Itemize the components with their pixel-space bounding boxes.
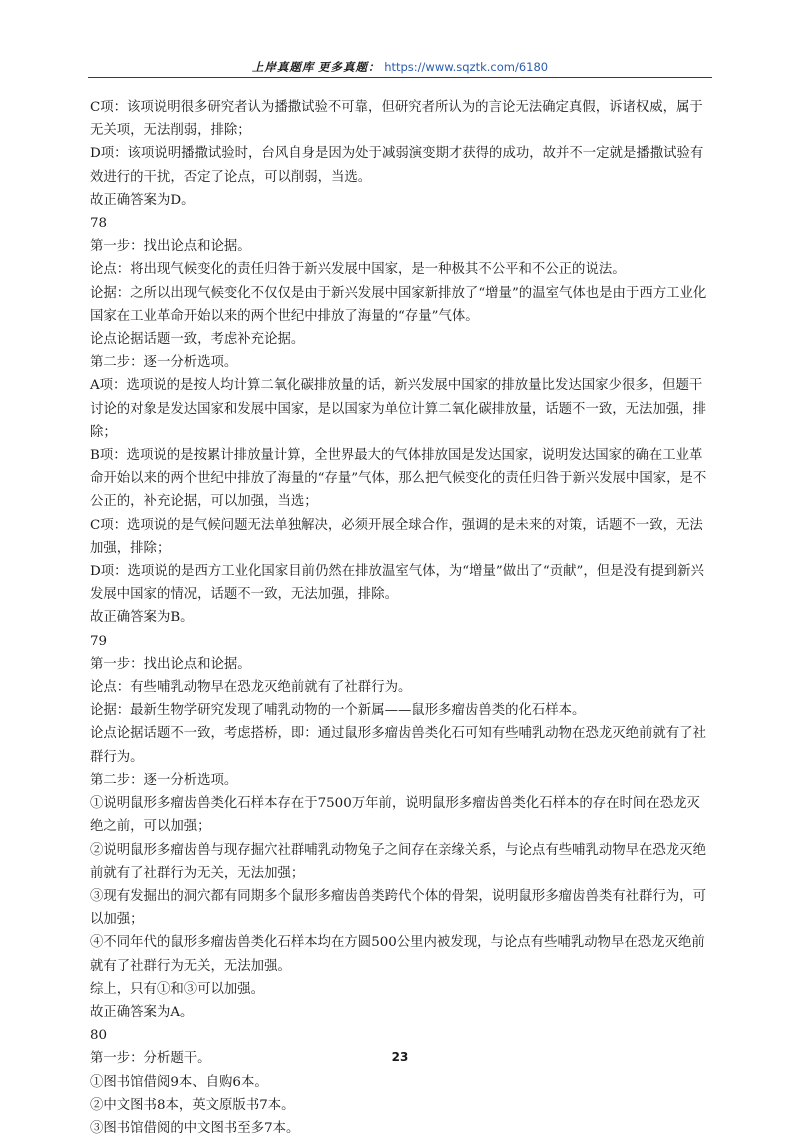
question-number: 79 (90, 633, 108, 649)
text-line: 第二步：逐一分析选项。 (90, 355, 238, 371)
page-number: 23 (391, 1050, 409, 1064)
text-line: C项：该项说明很多研究者认为播撒试验不可靠，但研究者所认为的言论无法确定真假，诉诸权威，属于无关项，无法削弱，排除； (90, 100, 703, 139)
text-line: 故正确答案为D。 (90, 192, 195, 208)
document-body (90, 96, 712, 1140)
text-line: 综上，只有①和③可以加强。 (90, 981, 265, 997)
text-line: 第一步：找出论点和论据。 (90, 239, 251, 255)
text-line: 第二步：逐一分析选项。 (90, 772, 238, 788)
text-line: C项：选项说的是气候问题无法单独解决，必须开展全球合作，强调的是未来的对策，话题不一致，无法加强，排除； (90, 517, 703, 556)
page-header (88, 58, 712, 76)
text-line: ②说明鼠形多瘤齿兽与现存掘穴社群哺乳动物兔子之间存在亲缘关系，与论点有些哺乳动物早在恐龙灭绝前就有了社群行为无关，无法加强； (90, 842, 706, 881)
text-line: ③现有发掘出的洞穴都有同期多个鼠形多瘤齿兽类跨代个体的骨架，说明鼠形多瘤齿兽类有社群行为，可以加强； (90, 888, 706, 928)
text-line: ①说明鼠形多瘤齿兽类化石样本存在于7500万年前，说明鼠形多瘤齿兽类化石样本的存在时间在恐龙灭绝之前，可以加强； (90, 796, 700, 835)
text-line: 论据：最新生物学研究发现了哺乳动物的一个新属——鼠形多瘤齿兽类的化石样本。 (90, 703, 586, 719)
question-number: 78 (90, 216, 108, 232)
text-line: 故正确答案为A。 (90, 1004, 194, 1020)
text-line: ③图书馆借阅的中文图书至多7本。 (90, 1120, 300, 1136)
text-line: ②中文图书8本，英文原版书7本。 (90, 1097, 295, 1113)
text-line: ①图书馆借阅9本、自购6本。 (90, 1074, 268, 1090)
text-line: 论点：有些哺乳动物早在恐龙灭绝前就有了社群行为。 (90, 680, 412, 696)
text-line: 第一步：分析题干。 (90, 1051, 211, 1067)
text-line: 论点论据话题不一致，考虑搭桥，即：通过鼠形多瘤齿兽类化石可知有些哺乳动物在恐龙灭绝前就有了社群行为。 (90, 726, 706, 765)
text-line: B项：选项说的是按累计排放量计算，全世界最大的气体排放国是发达国家，说明发达国家的确在工业革命开始以来的两个世纪中排放了海量的“存量”气体，那么把气候变化的责任归咎于新兴发展中国家，是不公正的，补充论据，可以加强，当选； (90, 448, 707, 510)
text-line: 论点：将出现气候变化的责任归咎于新兴发展中国家，是一种极其不公平和不公正的说法。 (90, 262, 626, 278)
header-brand: 上岸真题库 (251, 60, 315, 74)
header-link[interactable]: https://www.sqztk.com/6180 (384, 60, 549, 74)
text-line: 论据：之所以出现气候变化不仅仅是由于新兴发展中国家新排放了“增量”的温室气体也是由于西方工业化国家在工业革命开始以来的两个世纪中排放了海量的“存量”气体。 (90, 285, 707, 324)
question-number: 80 (90, 1028, 108, 1044)
text-line: 故正确答案为B。 (90, 610, 194, 626)
header-divider (88, 77, 712, 78)
text-line: D项：选项说的是西方工业化国家目前仍然在排放温室气体，为“增量”做出了“贡献”，但是没有提到新兴发展中国家的情况，话题不一致，无法加强，排除。 (90, 564, 704, 603)
text-line: 论点论据话题一致，考虑补充论据。 (90, 332, 305, 348)
text-line: D项：该项说明播撒试验时，台风自身是因为处于减弱演变期才获得的成功，故并不一定就是播撒试验有效进行的干扰，否定了论点，可以削弱，当选。 (90, 146, 704, 185)
text-line: ④不同年代的鼠形多瘤齿兽类化石样本均在方圆500公里内被发现，与论点有些哺乳动物早在恐龙灭绝前就有了社群行为无关，无法加强。 (90, 935, 705, 974)
text-line: A项：选项说的是按人均计算二氧化碳排放量的话，新兴发展中国家的排放量比发达国家少很多，但题干讨论的对象是发达国家和发展中国家，是以国家为单位计算二氧化碳排放量，话题不一致，无法加强，排除； (90, 378, 706, 440)
text-line: 第一步：找出论点和论据。 (90, 656, 251, 672)
header-label: 更多真题： (318, 60, 381, 74)
